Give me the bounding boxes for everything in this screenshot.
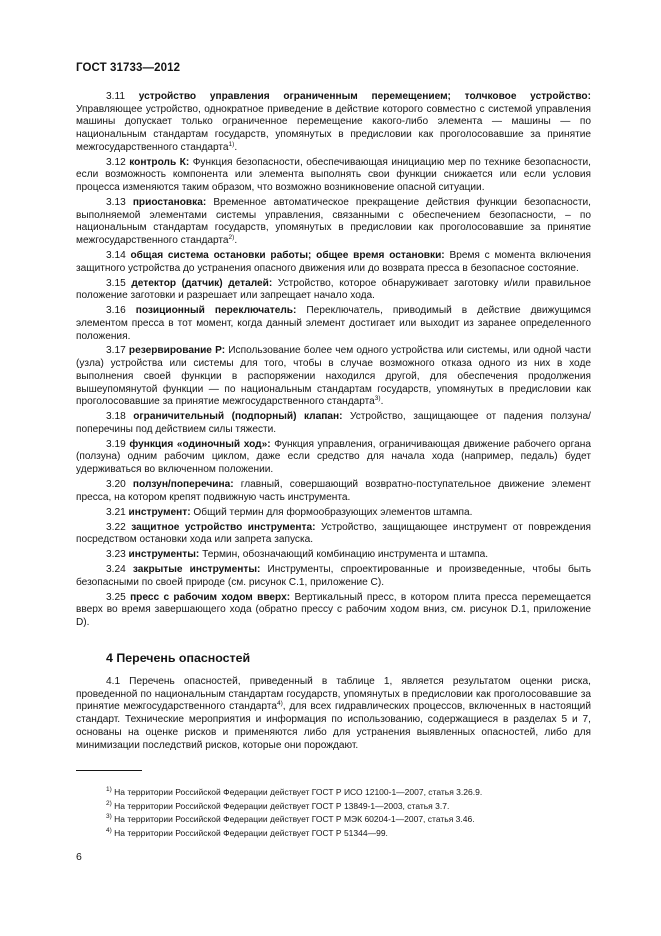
footnote-ref: 3): [374, 395, 381, 403]
term-3-18: 3.18 ограничительный (подпорный) клапан: Устройство, защищающее от падения ползуна/поперечины под действием силы тяжести.: [76, 411, 591, 435]
term-3-25: 3.25 пресс с рабочим ходом вверх: Вертикальный пресс, в котором плита пресса перемещается вверх во время завершающего хода (обратно прессу с рабочим ходом вниз, см. рисунок D.1, приложение D).: [76, 591, 591, 629]
footnote-3: $^{3)}$ На территории Российской Федерации действует ГОСТ Р МЭК 60204-1—2007, статья 3.46.: [106, 813, 475, 825]
term-3-11: 3.11 устройство управления ограниченным перемещением; толчковое устройство: Управляющее устройство, однократное приведение в действие которого совместно с системой управления машины допускает только ограниченное перемещение какого-либо элемента — машины — по национальным стандартам государств, упомянутых в предисловии как проголосовавшие за принятие межгосударственного стандарта$^{1)}$.: [76, 91, 591, 153]
term-3-12: 3.12 контроль К: Функция безопасности, обеспечивающая инициацию мер по технике безопасности, если возможность компонента или элемента выполнять свои функции снижается или если условия процесса изменяются таким образом, что возможно возникновение опасной ситуации.: [76, 156, 591, 194]
footnote-ref: 2): [228, 234, 235, 242]
clause-4-1: 4.1 Перечень опасностей, приведенный в таблице 1, является результатом оценки риска, проведенной по национальным стандартам государств, упомянутых в предисловии как проголосовавшие за принятие межгосударственного стандарта$^{4)}$, для всех гидравлических процессов, включенных в настоящий стандарт. Технические мероприятия и информация по использованию, содержащиеся в разделах 5 и 7, основаны на оценке рисков и применяются либо для устранения выявленных опасностей, либо для минимизации последствий рисков, которые они порождают.: [76, 676, 591, 751]
term-3-15: 3.15 детектор (датчик) деталей: Устройство, которое обнаруживает заготовку и/или правильное положение заготовки и разрешает или запрещает начало хода.: [76, 277, 591, 302]
footnote-2: $^{2)}$ На территории Российской Федерации действует ГОСТ Р 13849-1—2003, статья 3.7.: [106, 799, 450, 811]
section-4-title: 4 Перечень опасностей: [106, 651, 251, 665]
term-3-24: 3.24 закрытые инструменты: Инструменты, спроектированные и произведенные, чтобы быть безопасными по своей природе (см. рисунок С.1, приложение С).: [76, 564, 591, 588]
terms-list: [76, 91, 591, 632]
term-3-21: 3.21 инструмент: Общий термин для формообразующих элементов штампа.: [106, 506, 473, 518]
document-header: ГОСТ 31733—2012: [76, 62, 181, 74]
term-3-19: 3.19 функция «одиночный ход»: Функция управления, ограничивающая движение рабочего органа (ползуна) одним рабочим циклом, даже если средство для начала хода (например, педаль) будет удерживаться во включенном положении.: [76, 438, 591, 476]
term-3-14: 3.14 общая система остановки работы; общее время остановки: Время с момента включения защитного устройства до устранения опасного движения или до возврата пресса в безопасное состояние.: [76, 250, 591, 274]
footnote-ref: 1): [228, 140, 235, 148]
term-3-20: 3.20 ползун/поперечина: главный, совершающий возвратно-поступательное движение элемент пресса, на котором крепят подвижную часть инструмента.: [76, 479, 591, 503]
term-3-17: 3.17 резервирование Р: Использование более чем одного устройства или системы, или одной части (узла) устройства или системы для того, чтобы в случае возможного отказа одного из них в ходе выполнения своей функции в распоряжении находился другой, для обеспечения продолжения вышеупомянутой функции — по национальным стандартам государств, упомянутых в предисловии как проголосовавшие за принятие межгосударственного стандарта$^{3)}$.: [76, 345, 591, 408]
footnote-divider: [76, 770, 142, 771]
term-3-22: 3.22 защитное устройство инструмента: Устройство, защищающее инструмент от повреждения посредством остановки хода или запрета запуска.: [76, 521, 591, 546]
footnote-4: $^{4)}$ На территории Российской Федерации действует ГОСТ Р 51344—99.: [106, 827, 388, 839]
page-number: 6: [76, 851, 82, 863]
term-3-13: 3.13 приостановка: Временное автоматическое прекращение действия функции безопасности, выполняемой элементами системы управления, связанными с обеспечением безопасности, – по национальным стандартам государств, упомянутых в предисловии как проголосовавшие за принятие межгосударственного стандарта$^{2)}$.: [76, 197, 591, 247]
footnote-1: $^{1)}$ На территории Российской Федерации действует ГОСТ Р ИСО 12100-1—2007, статья 3.26.9.: [106, 786, 483, 797]
footnote-ref: 4): [277, 700, 283, 708]
term-3-23: 3.23 инструменты: Термин, обозначающий комбинацию инструмента и штампа.: [106, 549, 489, 561]
term-3-16: 3.16 позиционный переключатель: Переключатель, приводимый в действие движущимся элементом пресса в тот момент, когда данный элемент достигает или выходит из заранее определенного положения.: [76, 305, 592, 342]
footnotes: [106, 786, 586, 841]
section-4-body: [76, 676, 591, 752]
